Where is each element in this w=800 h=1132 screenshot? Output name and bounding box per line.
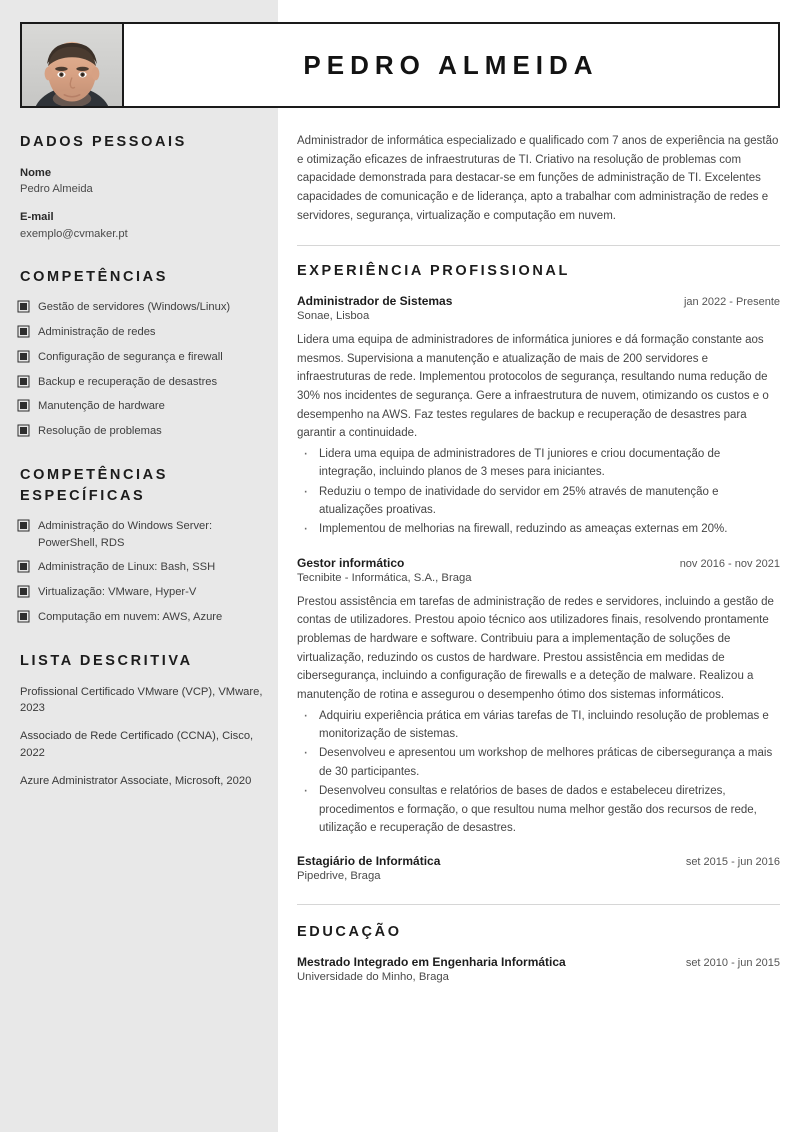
job-bullets xyxy=(297,445,780,539)
list-item: · Reduziu o tempo de inatividade do servidor em 25% através de manutenção e atualizações proativas. xyxy=(297,483,780,520)
job-entry xyxy=(297,556,780,837)
job-organization: Sonae, Lisboa xyxy=(297,310,370,323)
list-item: Associado de Rede Certificado (CCNA), Cisco, 2022 xyxy=(20,730,254,760)
sidebar-content xyxy=(20,132,264,814)
specific-skills-list xyxy=(20,518,264,625)
list-item: · Adquiriu experiência prática em várias tarefas de TI, incluindo resolução de problemas e monitorização de sistemas. xyxy=(297,707,780,744)
divider xyxy=(297,904,780,905)
field-label-nome: Nome xyxy=(20,166,52,179)
list-item: · Desenvolveu e apresentou um workshop de melhores práticas de cibersegurança a mais de 30 participantes. xyxy=(297,744,780,781)
section-heading-skills: COMPETÊNCIAS xyxy=(20,268,169,285)
list-item: · Lidera uma equipa de administradores de TI juniores e criou documentação de integração, incluindo planos de 3 meses para iniciantes. xyxy=(297,445,780,482)
education-header-row xyxy=(297,955,780,969)
job-bullets xyxy=(297,707,780,838)
list-item: Profissional Certificado VMware (VCP), VMware, 2023 xyxy=(20,685,263,715)
list-item: Manutenção de hardware xyxy=(20,398,264,414)
main-content xyxy=(297,132,780,983)
avatar xyxy=(20,22,124,108)
field-email xyxy=(20,209,264,243)
name-header-bar xyxy=(122,22,780,108)
job-header-row xyxy=(297,294,780,308)
job-organization: Pipedrive, Braga xyxy=(297,870,381,883)
list-item: Gestão de servidores (Windows/Linux) xyxy=(20,299,264,315)
list-item: Virtualização: VMware, Hyper-V xyxy=(20,584,264,600)
job-date: set 2015 - jun 2016 xyxy=(685,856,780,869)
sidebar xyxy=(0,0,278,1132)
job-description: Prestou assistência em tarefas de administração de redes e servidores, incluindo a gestão de contas de utilizadores. Prestou apoio técnico aos utilizadores finais, resolvendo prontamente problemas de hardware e software. Contribuiu para a implementação de soluções de virtualização, reduzindo os custos de hardware. Prestou assistência em medidas de cibersegurança, incluindo a configuração de firewalls e a deteção de malware. Realizou a manutenção de rotina e assegurou o desempenho ótimo dos sistemas informáticos. xyxy=(297,595,774,701)
job-entry xyxy=(297,854,780,882)
education-entry xyxy=(297,955,780,983)
job-entry xyxy=(297,294,780,539)
job-header-row xyxy=(297,556,780,570)
list-item: Azure Administrator Associate, Microsoft, 2020 xyxy=(20,774,252,787)
education-date: set 2010 - jun 2015 xyxy=(685,957,780,970)
field-nome xyxy=(20,165,264,199)
job-date: jan 2022 - Presente xyxy=(683,296,780,309)
section-heading-specific-skills: COMPETÊNCIAS ESPECÍFICAS xyxy=(20,467,169,504)
education-title: Mestrado Integrado em Engenharia Informática xyxy=(297,955,566,970)
list-item: Resolução de problemas xyxy=(20,423,264,439)
list-item: · Implementou de melhorias na firewall, reduzindo as ameaças externas em 20%. xyxy=(297,520,780,538)
section-heading-education: EDUCAÇÃO xyxy=(297,924,402,941)
job-title: Estagiário de Informática xyxy=(297,854,441,869)
job-header-row xyxy=(297,854,780,868)
section-heading-personal-details: DADOS PESSOAIS xyxy=(20,134,187,150)
job-title: Administrador de Sistemas xyxy=(297,294,453,309)
section-education xyxy=(297,924,780,983)
field-value-nome: Pedro Almeida xyxy=(20,183,93,196)
list-item: Backup e recuperação de desastres xyxy=(20,374,264,390)
list-item: Administração de redes xyxy=(20,324,264,340)
job-title: Gestor informático xyxy=(297,555,405,570)
section-work-experience xyxy=(297,263,780,882)
job-description: Lidera uma equipa de administradores de informática juniores e dá formação constante aos mesmos. Supervisiona a manutenção e atualização de mais de 200 servidores e infraestruturas de rede. Implementou protocolos de segurança, resultando numa redução de 30% nos incidentes de segurança. Gere a infraestrutura de nuvem, otimizando os custos e o desempenho na AWS. Faz testes regulares de backup e recuperação de desastres para garantir a continuidade. xyxy=(297,334,769,440)
list-item: Configuração de segurança e firewall xyxy=(20,349,264,365)
education-organization: Universidade do Minho, Braga xyxy=(297,971,449,984)
field-value-email: exemplo@cvmaker.pt xyxy=(20,227,128,240)
skills-list xyxy=(20,299,264,439)
job-date: nov 2016 - nov 2021 xyxy=(679,557,780,570)
professional-summary: Administrador de informática especializado e qualificado com 7 anos de experiência na gestão e otimização eficazes de infraestruturas de TI. Criativo na resolução de problemas com capacidade demonstrada para destacar-se em funções de administração de TI. Excelentes capacidades de comunicação e de liderança, apto a trabalhar com administração de redes e servidores, segurança, virtualização e computação em nuvem. xyxy=(297,135,779,222)
page-title: PEDRO ALMEIDA xyxy=(303,49,599,80)
section-descriptive-list xyxy=(20,651,264,790)
list-item: Administração do Windows Server: PowerShell, RDS xyxy=(20,518,264,550)
section-skills xyxy=(20,267,264,439)
section-heading-descriptive-list: LISTA DESCRITIVA xyxy=(20,653,193,670)
portrait-photo-icon xyxy=(22,24,122,106)
list-item: Computação em nuvem: AWS, Azure xyxy=(20,609,264,625)
section-heading-work-experience: EXPERIÊNCIA PROFISSIONAL xyxy=(297,263,570,280)
list-item: · Desenvolveu consultas e relatórios de bases de dados e estabeleceu diretrizes, procedimentos e formação, o que resultou numa melhor gestão dos recursos de rede, utilização e recuperação de desastres. xyxy=(297,782,780,837)
section-personal-details xyxy=(20,132,264,243)
field-label-email: E-mail xyxy=(20,211,54,224)
job-organization: Tecnibite - Informática, S.A., Braga xyxy=(297,571,472,584)
section-specific-skills xyxy=(20,465,264,625)
divider xyxy=(297,245,780,246)
list-item: Administração de Linux: Bash, SSH xyxy=(20,559,264,575)
